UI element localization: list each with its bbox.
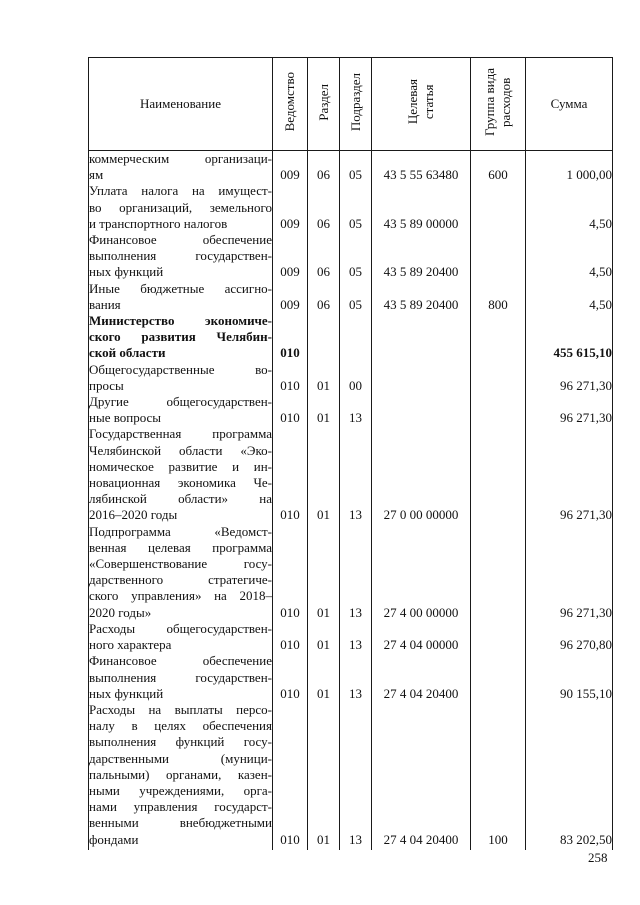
item-name-line: фондами	[89, 831, 139, 847]
expense-type-group-cell	[471, 183, 526, 232]
item-name-line: во организаций, земельного	[89, 199, 272, 215]
table-row	[89, 313, 613, 362]
table-row	[89, 151, 613, 184]
department-code-cell: 010	[273, 426, 308, 523]
department-code-cell: 009	[273, 232, 308, 281]
target-article-cell: 27 4 04 00000	[372, 621, 471, 653]
item-name-line: ные вопросы	[89, 410, 162, 426]
item-name-line: выполнения государствен-	[89, 248, 272, 264]
section-cell: 01	[308, 653, 340, 702]
item-name-line: новационная экономика Че-	[89, 475, 272, 491]
expense-type-group-cell: 800	[471, 281, 526, 313]
section-cell: 06	[308, 281, 340, 313]
item-name-line: ными учреждениями, орга-	[89, 782, 272, 798]
section-cell: 01	[308, 702, 340, 850]
item-name-cell	[89, 653, 273, 702]
item-name-line: лябинской области» на	[89, 491, 272, 507]
header-department-code	[273, 58, 308, 151]
item-name-cell	[89, 313, 273, 362]
subsection-cell	[340, 313, 372, 362]
expense-type-group-cell	[471, 653, 526, 702]
header-subsection-rotated	[348, 73, 364, 131]
item-name-line: коммерческим организаци-	[89, 151, 272, 166]
item-name-line: Государственная программа	[89, 426, 272, 442]
amount-cell: 83 202,50	[526, 702, 613, 850]
target-article-cell: 43 5 55 63480	[372, 151, 471, 184]
section-cell: 06	[308, 183, 340, 232]
target-article-cell: 27 4 04 20400	[372, 653, 471, 702]
item-name-line: и транспортного налогов	[89, 215, 228, 231]
department-code-cell: 010	[273, 702, 308, 850]
header-subsection-label: Подраздел	[347, 72, 363, 132]
target-article-cell: 27 4 00 00000	[372, 524, 471, 621]
department-code-cell: 009	[273, 183, 308, 232]
table-row	[89, 524, 613, 621]
department-code-cell: 010	[273, 524, 308, 621]
amount-cell: 4,50	[526, 232, 613, 281]
expense-type-group-cell	[471, 232, 526, 281]
header-expense-type-group	[471, 58, 526, 151]
item-name-line: 2020 годы»	[89, 604, 152, 620]
budget-table	[88, 57, 613, 850]
header-row	[89, 58, 613, 151]
department-code-cell: 009	[273, 281, 308, 313]
section-cell: 01	[308, 426, 340, 523]
item-name-line: Челябинской области «Эко-	[89, 442, 272, 458]
department-code-cell: 010	[273, 653, 308, 702]
item-name-line: Общегосударственные во-	[89, 361, 272, 377]
header-department-code-label: Ведомство	[282, 72, 297, 132]
expense-type-group-cell: 600	[471, 151, 526, 184]
item-name-cell	[89, 702, 273, 850]
table-row	[89, 362, 613, 394]
subsection-cell: 05	[340, 281, 372, 313]
target-article-cell: 43 5 89 20400	[372, 232, 471, 281]
item-name-line: вания	[89, 296, 121, 312]
item-name-cell	[89, 524, 273, 621]
target-article-cell: 27 0 00 00000	[372, 426, 471, 523]
section-cell: 06	[308, 232, 340, 281]
header-amount-label: Сумма	[550, 96, 588, 111]
target-article-cell: 43 5 89 20400	[372, 281, 471, 313]
amount-cell: 96 271,30	[526, 394, 613, 426]
item-name-line: Иные бюджетные ассигно-	[89, 280, 272, 296]
subsection-cell: 13	[340, 653, 372, 702]
amount-cell: 96 271,30	[526, 524, 613, 621]
department-code-cell: 009	[273, 151, 308, 184]
amount-cell: 4,50	[526, 281, 613, 313]
subsection-cell: 13	[340, 524, 372, 621]
header-expense-type-group-line: Группа вида	[482, 68, 497, 136]
item-name-line: венными внебюджетными	[89, 815, 272, 831]
department-code-cell: 010	[273, 394, 308, 426]
expense-type-group-cell: 100	[471, 702, 526, 850]
target-article-cell	[372, 362, 471, 394]
section-cell: 01	[308, 394, 340, 426]
section-cell: 01	[308, 524, 340, 621]
budget-table-body	[89, 151, 613, 850]
section-cell: 01	[308, 362, 340, 394]
department-code-cell: 010	[273, 313, 308, 362]
header-target-article-line: статья	[421, 84, 436, 120]
subsection-cell: 05	[340, 151, 372, 184]
item-name-line: просы	[89, 377, 124, 393]
item-name-line: ных функций	[89, 685, 164, 701]
table-row	[89, 653, 613, 702]
section-cell: 01	[308, 621, 340, 653]
item-name-line: ных функций	[89, 264, 164, 280]
header-target-article	[372, 58, 471, 151]
amount-cell: 1 000,00	[526, 151, 613, 184]
header-section-rotated	[316, 84, 332, 121]
amount-cell: 90 155,10	[526, 653, 613, 702]
item-name-line: ям	[89, 167, 104, 183]
subsection-cell: 13	[340, 621, 372, 653]
table-row	[89, 621, 613, 653]
table-row	[89, 183, 613, 232]
expense-type-group-cell	[471, 394, 526, 426]
subsection-cell: 13	[340, 702, 372, 850]
subsection-cell: 05	[340, 183, 372, 232]
header-section-label: Раздел	[315, 83, 331, 121]
item-name-cell	[89, 151, 273, 184]
item-name-line: ской области	[89, 345, 166, 361]
amount-cell: 96 271,30	[526, 426, 613, 523]
table-row	[89, 281, 613, 313]
item-name-cell	[89, 621, 273, 653]
amount-cell: 455 615,10	[526, 313, 613, 362]
item-name-line: ского развития Челябин-	[89, 329, 272, 345]
amount-cell: 4,50	[526, 183, 613, 232]
amount-cell: 96 271,30	[526, 362, 613, 394]
item-name-cell	[89, 426, 273, 523]
item-name-cell	[89, 232, 273, 281]
subsection-cell: 13	[340, 394, 372, 426]
header-expense-type-group-rotated	[482, 68, 514, 136]
item-name-line: пальными) органами, казен-	[89, 766, 272, 782]
item-name-line: «Совершенствование госу-	[89, 556, 272, 572]
header-section	[308, 58, 340, 151]
header-amount	[526, 58, 613, 151]
department-code-cell: 010	[273, 362, 308, 394]
section-cell	[308, 313, 340, 362]
header-target-article-rotated	[405, 79, 437, 124]
item-name-line: ного характера	[89, 637, 172, 653]
target-article-cell: 43 5 89 00000	[372, 183, 471, 232]
header-name	[89, 58, 273, 151]
item-name-cell	[89, 394, 273, 426]
item-name-line: Расходы общегосударствен-	[89, 620, 272, 636]
expense-type-group-cell	[471, 313, 526, 362]
target-article-cell	[372, 394, 471, 426]
table-row	[89, 232, 613, 281]
item-name-line: нами управления государст-	[89, 799, 272, 815]
target-article-cell	[372, 313, 471, 362]
amount-cell: 96 270,80	[526, 621, 613, 653]
expense-type-group-cell	[471, 524, 526, 621]
item-name-line: Подпрограмма «Ведомст-	[89, 523, 272, 539]
header-department-code-rotated	[282, 72, 298, 131]
table-row	[89, 426, 613, 523]
item-name-cell	[89, 281, 273, 313]
department-code-cell: 010	[273, 621, 308, 653]
item-name-line: венная целевая программа	[89, 539, 272, 555]
item-name-line: Другие общегосударствен-	[89, 394, 272, 410]
item-name-line: номическое развитие и ин-	[89, 458, 272, 474]
item-name-line: налу в целях обеспечения	[89, 718, 272, 734]
subsection-cell: 05	[340, 232, 372, 281]
expense-type-group-cell	[471, 621, 526, 653]
item-name-line: ского управления» на 2018–	[89, 588, 272, 604]
item-name-cell	[89, 183, 273, 232]
item-name-line: выполнения функций госу-	[89, 734, 272, 750]
table-row	[89, 702, 613, 850]
section-cell: 06	[308, 151, 340, 184]
page-number: 258	[588, 850, 608, 865]
subsection-cell: 00	[340, 362, 372, 394]
expense-type-group-cell	[471, 362, 526, 394]
item-name-line: Финансовое обеспечение	[89, 653, 272, 669]
item-name-line: дарственного стратегиче-	[89, 572, 272, 588]
header-target-article-line: Целевая	[405, 79, 420, 125]
item-name-line: Министерство экономиче-	[89, 313, 272, 329]
table-row	[89, 394, 613, 426]
item-name-line: выполнения государствен-	[89, 669, 272, 685]
header-name-label: Наименование	[140, 96, 221, 111]
item-name-line: Финансовое обеспечение	[89, 232, 272, 248]
target-article-cell: 27 4 04 20400	[372, 702, 471, 850]
item-name-cell	[89, 362, 273, 394]
item-name-line: дарственными (муници-	[89, 750, 272, 766]
item-name-line: Уплата налога на имущест-	[89, 183, 272, 199]
expense-type-group-cell	[471, 426, 526, 523]
item-name-line: Расходы на выплаты персо-	[89, 701, 272, 717]
subsection-cell: 13	[340, 426, 372, 523]
header-subsection	[340, 58, 372, 151]
item-name-line: 2016–2020 годы	[89, 507, 178, 523]
header-expense-type-group-line: расходов	[498, 77, 513, 127]
